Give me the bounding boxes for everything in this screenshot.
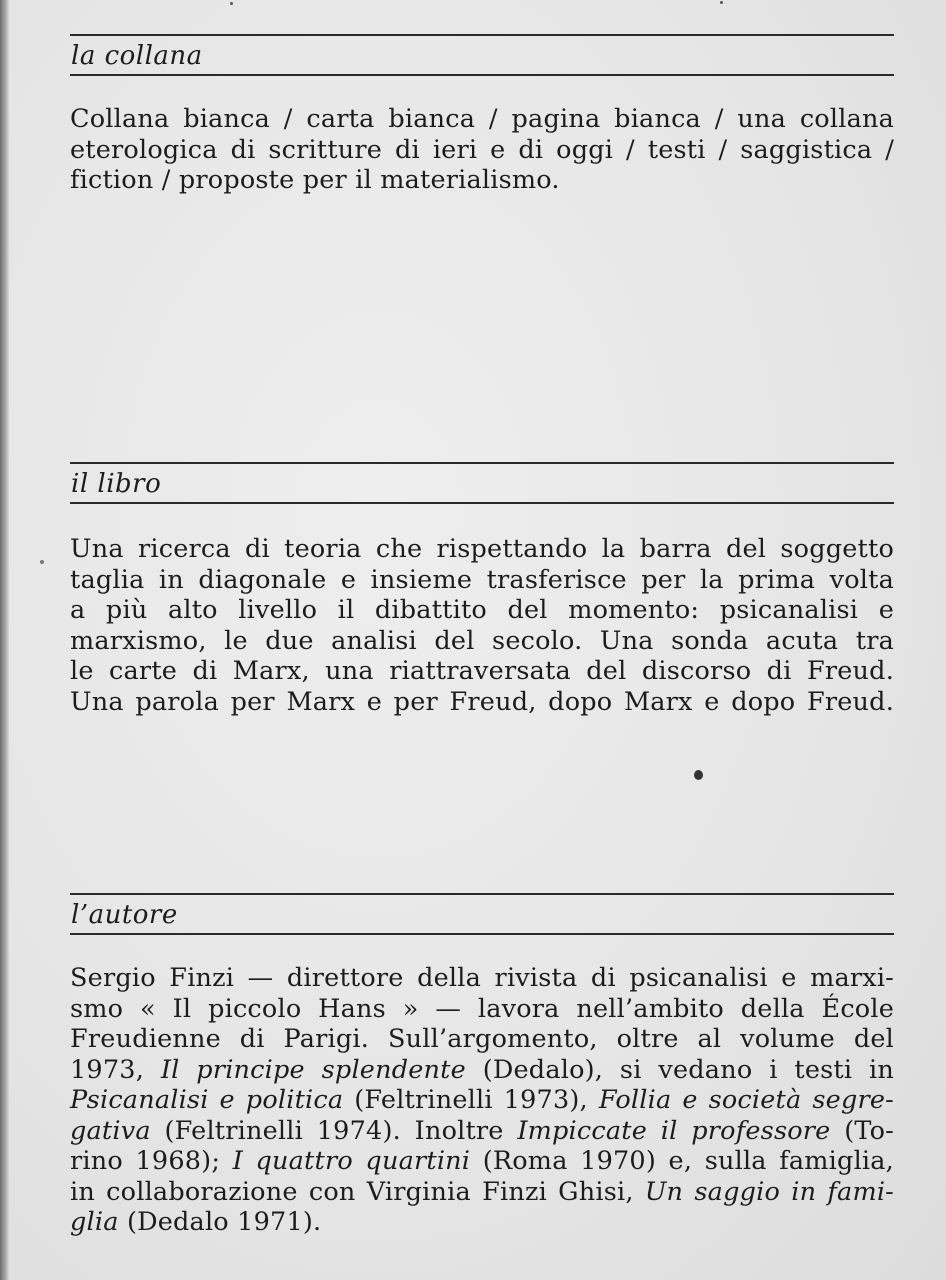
body-line xyxy=(70,1177,894,1208)
body-line xyxy=(70,1024,894,1055)
text-run: rino 1968); xyxy=(70,1146,233,1176)
body-line: marxismo, le due analisi del secolo. Una sonda acuta tra xyxy=(70,625,894,656)
section-body xyxy=(70,963,894,1238)
italic-title-run: Un saggio in fami- xyxy=(644,1176,894,1207)
rule-bottom xyxy=(70,502,894,504)
text-run: (Feltrinelli 1973), xyxy=(343,1085,599,1115)
ink-speck xyxy=(230,2,233,5)
text-run: 1973, xyxy=(70,1054,161,1085)
section-body xyxy=(70,104,894,196)
section-heading: il libro xyxy=(71,469,162,499)
rule-bottom xyxy=(70,74,894,76)
text-run: Sergio Finzi — direttore della rivista di psicanalisi e marxi- xyxy=(70,963,894,993)
body-line: le carte di Marx, una riattraversata del discorso di Freud. xyxy=(70,656,894,686)
text-run: (Dedalo), si vedano i testi in xyxy=(465,1054,894,1085)
body-line: fiction / proposte per il materialismo. xyxy=(70,165,560,195)
italic-title-run: gativa xyxy=(70,1115,151,1146)
section-heading: la collana xyxy=(71,41,203,71)
body-line: Una ricerca di teoria che rispettando la barra del soggetto xyxy=(70,534,894,564)
section-l-autore xyxy=(70,893,894,1238)
text-run: (Roma 1970) e, sulla famiglia, xyxy=(470,1146,894,1176)
body-line: Collana bianca / carta bianca / pagina bianca / una collana xyxy=(70,104,894,134)
rule-bottom xyxy=(70,933,894,935)
text-run: (Dedalo 1971). xyxy=(118,1207,322,1237)
body-line xyxy=(70,1055,894,1086)
italic-title-run: Impiccate il professore xyxy=(517,1115,831,1146)
text-run: (Feltrinelli 1974). Inoltre xyxy=(150,1115,518,1146)
rule-top xyxy=(70,893,894,895)
section-body xyxy=(70,534,894,717)
ink-speck xyxy=(40,560,44,564)
section-heading: l’autore xyxy=(71,900,178,930)
body-line: a più alto livello il dibattito del momento: psicanalisi e xyxy=(70,595,894,625)
body-line xyxy=(70,1207,894,1238)
section-la-collana xyxy=(70,34,894,196)
italic-title-run: I quattro quartini xyxy=(232,1146,471,1176)
body-line xyxy=(70,1085,894,1116)
italic-title-run: Follia e società segre- xyxy=(598,1085,894,1115)
body-line xyxy=(70,994,894,1025)
body-line: eterologica di scritture di ieri e di oggi / testi / saggistica / xyxy=(70,134,894,165)
body-line xyxy=(70,963,894,994)
italic-title-run: Psicanalisi e politica xyxy=(70,1085,344,1115)
text-run: smo « Il piccolo Hans » — lavora nell’ambito della École xyxy=(70,993,894,1024)
section-il-libro xyxy=(70,462,894,717)
rule-top xyxy=(70,462,894,464)
text-run: (To- xyxy=(830,1115,894,1146)
ink-speck xyxy=(720,1,723,4)
italic-title-run: Il principe splendente xyxy=(160,1054,466,1085)
body-line: Una parola per Marx e per Freud, dopo Marx e dopo Freud. xyxy=(70,686,894,717)
body-line: taglia in diagonale e insieme trasferisce per la prima volta xyxy=(70,564,894,595)
italic-title-run: glia xyxy=(70,1207,119,1237)
body-line xyxy=(70,1146,894,1177)
page-left-edge-shadow xyxy=(0,0,9,1280)
rule-top xyxy=(70,34,894,36)
ink-speck xyxy=(694,770,703,780)
body-line xyxy=(70,1116,894,1147)
text-run: in collaborazione con Virginia Finzi Ghisi, xyxy=(70,1176,645,1207)
text-run: Freudienne di Parigi. Sull’argomento, oltre al volume del xyxy=(70,1024,894,1054)
